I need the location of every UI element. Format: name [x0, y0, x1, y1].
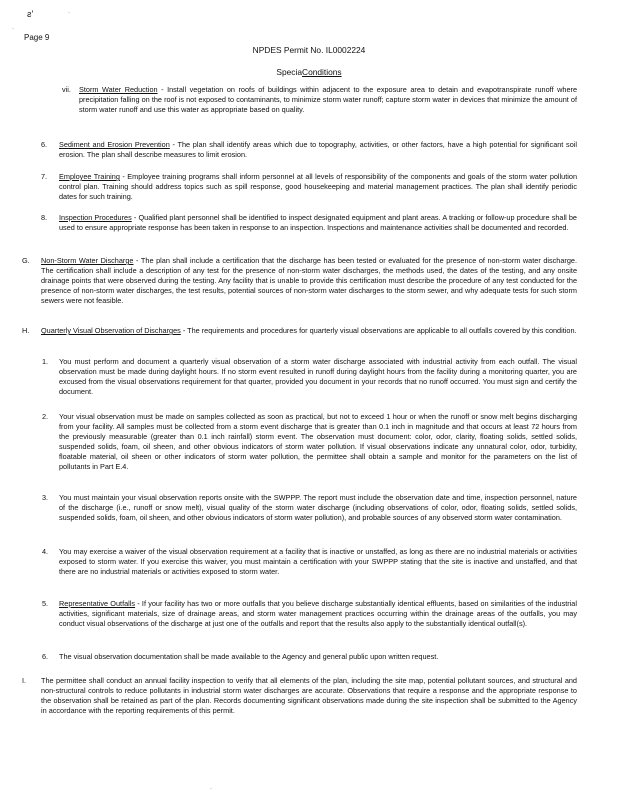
paragraph-h1: You must perform and document a quarterly visual observation of a storm water discharge associated with industrial activity from each outfall. The visual observation must be made during daylight hours. If no storm event resulted in runoff during daylight hours from the facility during a monitoring quarter, you are excused from the visual observations requirement for that quarter, provided you document in your records that no runoff occurred. You must sign and certify the document.: [59, 357, 577, 396]
scan-speck: ·: [68, 10, 70, 16]
item-label: 7.: [41, 172, 48, 181]
paragraph-quarterly-visual: Quarterly Visual Observation of Discharges - The requirements and procedures for quarterly visual observations are applicable to all outfalls covered by this condition.: [41, 326, 577, 335]
scan-speck: ·: [12, 26, 14, 32]
paragraph-h3: You must maintain your visual observation reports onsite with the SWPPP. The report must include the observation date and time, inspection personnel, nature of the discharge (i.e., runoff or snow melt), visual quality of the storm water discharge (including observations of color, odor, floating solids, settled solids, suspended solids, foam, oil sheen, and other obvious indicators of storm water pollution), and probable sources of any observed storm water contamination.: [59, 493, 577, 522]
item-label: 3.: [42, 493, 49, 502]
paragraph-sediment-erosion: Sediment and Erosion Prevention - The plan shall identify areas which due to topography, activities, or other factors, have a high potential for significant soil erosion. The plan shall describe measures to limit erosion.: [59, 140, 577, 159]
item-label: 2.: [42, 412, 49, 421]
item-label: vii.: [62, 85, 71, 94]
paragraph-storm-water-reduction: Storm Water Reduction - Install vegetation on roofs of buildings within adjacent to the exposure area to detain and evapotranspirate runoff where precipitation falling on the roof is not exposed to contaminants, to minimize storm water runoff; capture storm water in devices that minimize the amount of storm water runoff and use this water as appropriate based on quality.: [79, 85, 577, 114]
item-label: 5.: [42, 599, 49, 608]
section-heading: SpeciaConditions: [276, 67, 342, 77]
item-label: I.: [22, 676, 27, 685]
scan-speck: ·: [210, 786, 212, 792]
paragraph-h4: You may exercise a waiver of the visual observation requirement at a facility that is inactive or unstaffed, as long as there are no industrial materials or activities exposed to storm water. If you exercise this waiver, you must maintain a certification with your SWPPP stating that the site is inactive and unstaffed, and that there are no industrial materials or activities exposed to storm water.: [59, 547, 577, 576]
item-label: 4.: [42, 547, 49, 556]
permit-title: NPDES Permit No. IL0002224: [252, 45, 366, 55]
item-label: H.: [22, 326, 30, 335]
paragraph-h5: Representative Outfalls - If your facility has two or more outfalls that you believe discharge substantially identical effluents, based on similarities of the industrial activities, significant materials, size of drainage areas, and storm water management practices occurring within the drainage areas of the outfalls, you may conduct visual observations of the discharge at just one of the outfalls and report that the results also apply to the substantially identical outfall(s).: [59, 599, 577, 628]
item-label: 6.: [41, 140, 48, 149]
item-label: 8.: [41, 213, 48, 222]
paragraph-non-storm-water: Non-Storm Water Discharge - The plan shall include a certification that the discharge has been tested or evaluated for the presence of non-storm water discharge. The certification shall include a description of any test for the presence of non-storm water discharges, the methods used, the dates of the testing, and any onsite drainage points that were observed during the testing. Any facility that is unable to provide this certification must describe the procedure of any test conducted for the presence of non-storm water discharges, the test results, potential sources of non-storm water discharges to the storm sewer, and why adequate tests for such storm sewers were not feasible.: [41, 256, 578, 305]
item-label: 6.: [42, 652, 49, 661]
paragraph-h6: The visual observation documentation shall be made available to the Agency and general public upon written request.: [59, 652, 439, 661]
page-number: Page 9: [24, 33, 50, 42]
paragraph-annual-inspection: The permittee shall conduct an annual facility inspection to verify that all elements of the plan, including the site map, potential pollutant sources, and structural and non-structural controls to reduce pollutants in industrial storm water discharges are accurate. Observations that require a response and the appropriate response to the observation shall be retained as part of the plan. Records documenting significant observations made during the site inspection shall be submitted to the Agency in accordance with the reporting requirements of this permit.: [41, 676, 577, 715]
paragraph-h2: Your visual observation must be made on samples collected as soon as practical, but not to exceed 1 hour or when the runoff or snow melt begins discharging from your facility. All samples must be collected from a storm event discharge that is greater than 0.1 inch in magnitude and that occurs at least 72 hours from the previously measurable (greater than 0.1 inch rainfall) storm event. The observation must document: color, odor, clarity, floating solids, settled solids, suspended solids, foam, oil sheen, and other obvious indicators of storm water pollution. If visual observations indicate any unnatural color, odor, turbidity, floatable material, oil sheen or other indicators of storm water pollution, the permittee shall obtain a sample and monitor for the parameters on the list of pollutants in Part E.4.: [59, 412, 577, 471]
paragraph-inspection-procedures: Inspection Procedures - Qualified plant personnel shall be identified to inspect designated equipment and plant areas. A tracking or follow-up procedure shall be used to ensure appropriate response has been taken in response to an inspection. Inspections and maintenance activities shall be documented and recorded.: [59, 213, 577, 232]
scan-mark: ƨ': [27, 9, 34, 19]
item-label: G.: [22, 256, 30, 265]
paragraph-employee-training: Employee Training - Employee training programs shall inform personnel at all levels of responsibility of the components and goals of the storm water pollution control plan. Training should address topics such as spill response, good housekeeping and material management practices. The plan shall identify periodic dates for such training.: [59, 172, 577, 201]
item-label: 1.: [42, 357, 49, 366]
